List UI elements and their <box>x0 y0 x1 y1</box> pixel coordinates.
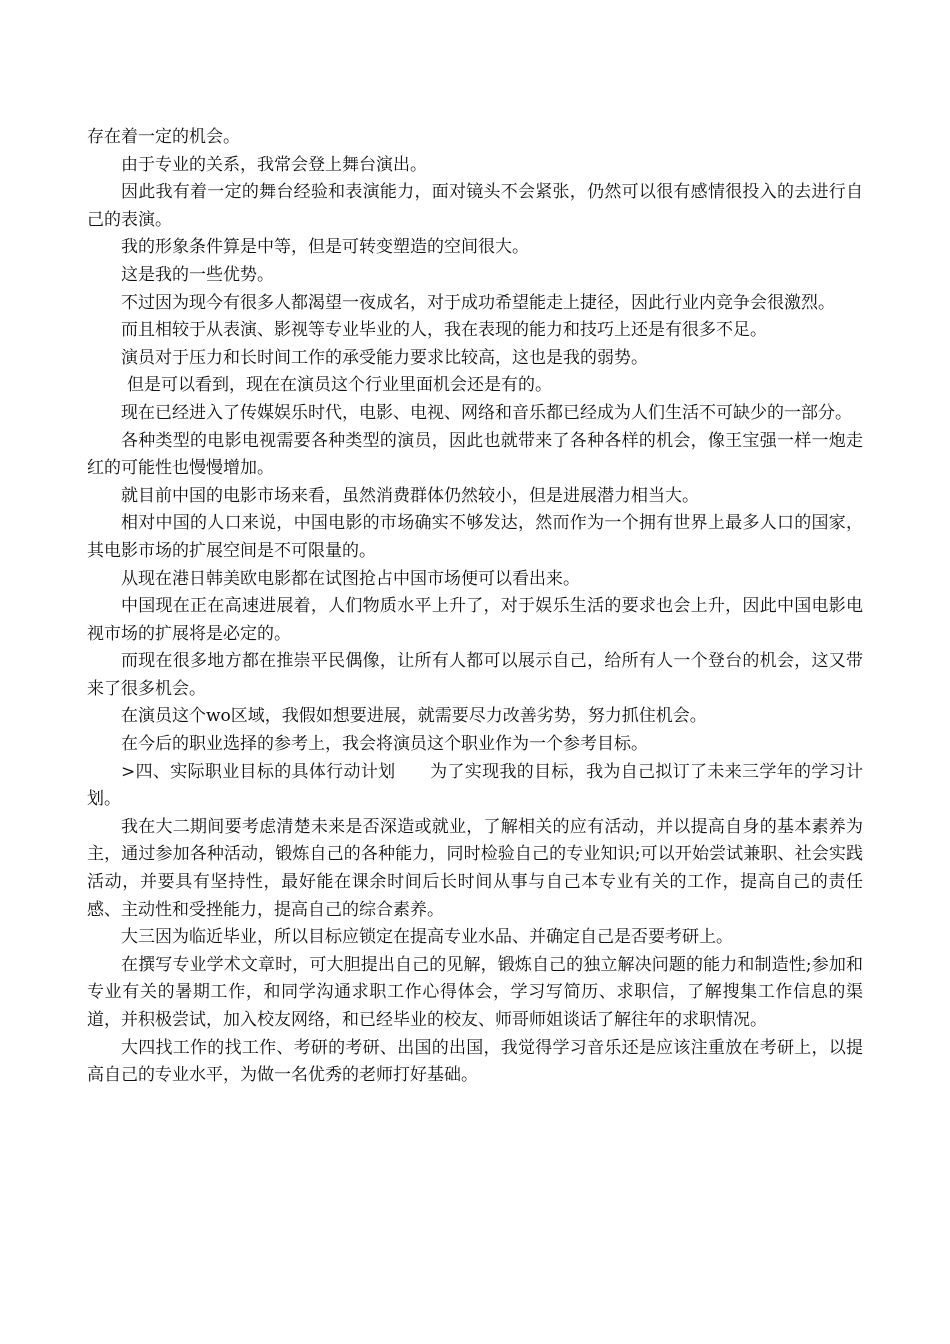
paragraph: 现在已经进入了传媒娱乐时代，电影、电视、网络和音乐都已经成为人们生活不可缺少的一部分。 <box>121 402 852 423</box>
paragraph: >四、实际职业目标的具体行动计划 为了实现我的目标，我为自己拟订了未来三学年的学习计划。 <box>87 761 863 810</box>
paragraph: 各种类型的电影电视需要各种类型的演员，因此也就带来了各种各样的机会，像王宝强一样一炮走红的可能性也慢慢增加。 <box>87 430 863 479</box>
paragraph: 而现在很多地方都在推崇平民偶像，让所有人都可以展示自己，给所有人一个登台的机会，这又带来了很多机会。 <box>87 651 863 699</box>
paragraph: 在今后的职业选择的参考上，我会将演员这个职业作为一个参考目标。 <box>121 734 648 755</box>
paragraph: 大四找工作的找工作、考研的考研、出国的出国，我觉得学习音乐还是应该注重放在考研上，以提高自己的专业水平，为做一名优秀的老师打好基础。 <box>87 1037 863 1086</box>
paragraph: 演员对于压力和长时间工作的承受能力要求比较高，这也是我的弱势。 <box>121 347 648 368</box>
paragraph: 在演员这个wo区域，我假如想要进展，就需要尽力改善劣势，努力抓住机会。 <box>121 706 707 727</box>
paragraph: 在撰写专业学术文章时，可大胆提出自己的见解，锻炼自己的独立解决问题的能力和制造性;参加和专业有关的暑期工作，和同学沟通求职工作心得体会，学习写简历、求职信，了解搜集工作信息的渠道，并积极尝试，加入校友网络，和已经毕业的校友、师哥师姐谈话了解往年的求职情况。 <box>87 954 863 1030</box>
paragraph: 相对中国的人口来说，中国电影的市场确实不够发达，然而作为一个拥有世界上最多人口的国家，其电影市场的扩展空间是不可限量的。 <box>87 513 863 561</box>
paragraph: 而且相较于从表演、影视等专业毕业的人，我在表现的能力和技巧上还是有很多不足。 <box>121 320 767 341</box>
paragraph: 不过因为现今有很多人都渴望一夜成名，对于成功希望能走上捷径，因此行业内竞争会很激烈。 <box>121 292 835 313</box>
paragraph: 因此我有着一定的舞台经验和表演能力，面对镜头不会紧张，仍然可以很有感情很投入的去进行自己的表演。 <box>87 182 863 230</box>
paragraph: 中国现在正在高速进展着，人们物质水平上升了，对于娱乐生活的要求也会上升，因此中国电影电视市场的扩展将是必定的。 <box>87 596 863 644</box>
paragraph: 存在着一定的机会。 <box>87 127 240 147</box>
paragraph: 但是可以看到，现在在演员这个行业里面机会还是有的。 <box>127 375 552 396</box>
paragraph: 大三因为临近毕业，所以目标应锁定在提高专业水品、并确定自己是否要考研上。 <box>121 927 733 948</box>
paragraph: 由于专业的关系，我常会登上舞台演出。 <box>121 154 427 175</box>
paragraph: 这是我的一些优势。 <box>121 264 274 285</box>
paragraph: 就目前中国的电影市场来看，虽然消费群体仍然较小，但是进展潜力相当大。 <box>121 485 699 506</box>
paragraph: 我在大二期间要考虑清楚未来是否深造或就业，了解相关的应有活动，并以提高自身的基本素养为主，通过参加各种活动，锻炼自己的各种能力，同时检验自己的专业知识;可以开始尝试兼职、社会实践活动，并要具有坚持性，最好能在课余时间后长时间从事与自己本专业有关的工作，提高自己的责任感、主动性和受挫能力，提高自己的综合素养。 <box>87 816 863 920</box>
paragraph: 从现在港日韩美欧电影都在试图抢占中国市场便可以看出来。 <box>121 568 580 589</box>
document-body <box>87 124 863 1090</box>
paragraph: 我的形象条件算是中等，但是可转变塑造的空间很大。 <box>121 237 529 258</box>
